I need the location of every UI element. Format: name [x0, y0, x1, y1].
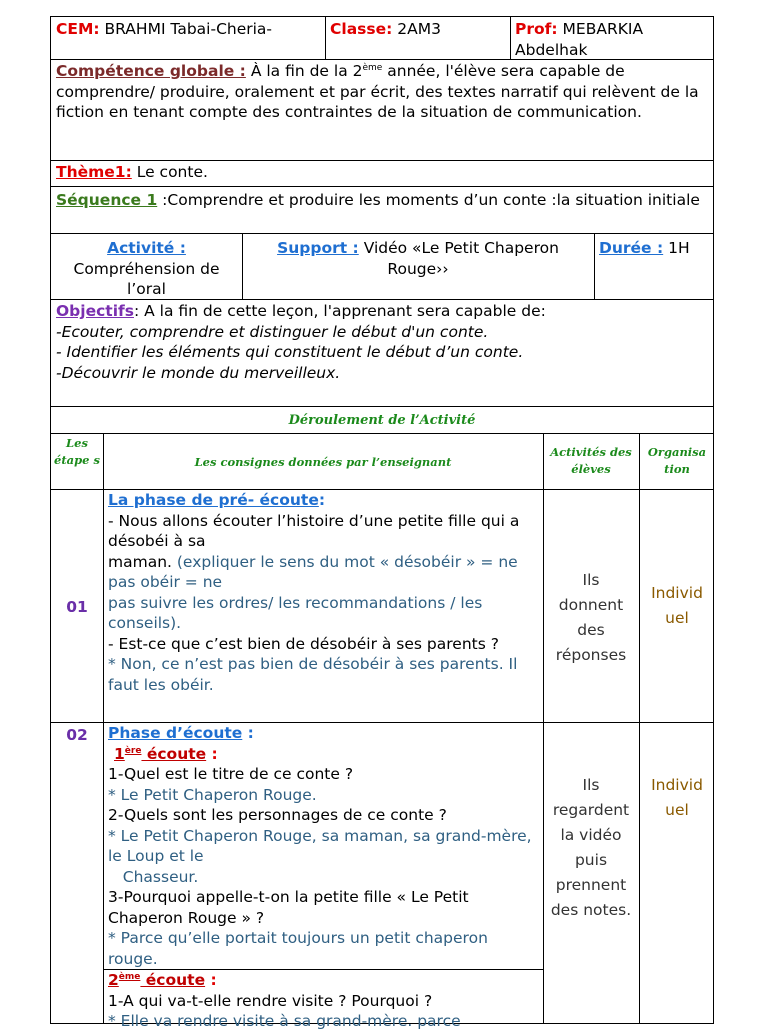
activite-label: Activité : [107, 239, 186, 257]
table-row [50, 489, 714, 723]
activite-cell [51, 236, 242, 302]
cem-label: CEM: [56, 20, 100, 38]
prof-value: MEBARKIA Abdelhak [515, 20, 644, 59]
cem-cell [51, 17, 325, 42]
answer-line: * Elle va rendre visite à sa grand-mère. parce [108, 1012, 461, 1030]
header-activites-text: Activités des élèves [550, 445, 632, 476]
row-number-text: 01 [66, 598, 88, 616]
objectifs-label: Objectifs [56, 302, 134, 320]
phase-colon: : [318, 491, 326, 509]
ecoute-number: 1 [114, 744, 125, 763]
instruction-line: - Nous allons écouter l’histoire d’une petite fille qui a désobéi à sa [108, 511, 520, 550]
row-number-text: 02 [66, 726, 88, 744]
row-consignes [103, 723, 543, 1032]
classe-cell [325, 17, 510, 42]
prof-cell [510, 17, 715, 62]
row-organisation-text: Individ uel [651, 584, 703, 627]
support-cell [242, 236, 594, 281]
instruction-line: maman. [108, 552, 172, 571]
table-header [50, 433, 714, 490]
header-organisation-text: Organisa tion [647, 445, 707, 476]
table-row [50, 722, 714, 1030]
ecoute-title: écoute [141, 744, 207, 763]
question-line: 1-A qui va-t-elle rendre visite ? Pourquoi ? [108, 991, 433, 1010]
objectif-item: - Identifier les éléments qui constituent le début d’un conte. [56, 343, 524, 361]
row-organisation [639, 579, 715, 633]
row-organisation [639, 771, 715, 825]
header-organisation [639, 442, 715, 480]
question-line: - Est-ce que c’est bien de désobéir à ses parents ? [108, 634, 499, 653]
row-number [51, 723, 103, 748]
competence-box [50, 59, 714, 161]
activity-row [50, 233, 714, 300]
header-etapes [51, 434, 103, 470]
header-activites [543, 442, 639, 480]
cem-value: BRAHMI Tabai-Cheria- [104, 20, 273, 38]
explain-cont: pas suivre les ordres/ les recommandations / les conseils). [108, 593, 483, 632]
support-label: Support : [277, 239, 359, 257]
deroulement-title [50, 406, 714, 434]
row-number [51, 595, 103, 620]
row-activite-text: Ils regardent la vidéo puis prennent des notes. [550, 776, 632, 919]
ecoute-colon: : [206, 744, 218, 763]
row-activite-text: Ils donnent des réponses [555, 571, 627, 664]
question-line: 3-Pourquoi appelle-t-on la petite fille « Le Petit Chaperon Rouge » ? [108, 888, 469, 927]
sequence-value: :Comprendre et produire les moments d’un conte :la situation initiale [162, 191, 700, 209]
phase-title: La phase de pré- écoute [108, 491, 319, 509]
question-line: 1-Quel est le titre de ce conte ? [108, 765, 354, 783]
ecoute-title: écoute [140, 971, 206, 989]
answer-line: * Non, ce n’est pas bien de désobéir à ses parents. Il faut les obéir. [108, 655, 518, 694]
ecoute-sup: ème [118, 972, 141, 982]
objectifs-intro: : A la fin de cette leçon, l'apprenant sera capable de: [133, 302, 546, 320]
ecoute-number: 2 [108, 971, 119, 989]
support-value: Vidéo «Le Petit Chaperon Rouge›› [363, 239, 559, 278]
classe-value: 2AM3 [397, 20, 441, 38]
competence-text-a: À la fin de la 2 [250, 62, 363, 80]
header-row [50, 16, 714, 60]
row-activite [543, 566, 639, 670]
competence-text-b: année, l'élève sera capable de comprendre/ produire, oralement et par écrit, des textes narratif qui relèvent de la fiction en tenant compte des contraintes de la situation de communication. [56, 62, 699, 121]
classe-label: Classe: [330, 20, 393, 38]
objectif-item: -Ecouter, comprendre et distinguer le début d'un conte. [56, 322, 489, 341]
competence-sup: ème [362, 63, 383, 73]
theme-label: Thème1: [56, 163, 132, 181]
objectif-item: -Découvrir le monde du merveilleux. [56, 363, 341, 382]
header-etapes-text: Les étape s [54, 436, 100, 467]
row-activite [543, 771, 639, 925]
ecoute-sup: ère [124, 745, 142, 756]
duree-label: Durée : [599, 239, 664, 257]
duree-cell [594, 236, 715, 261]
ecoute-colon: : [205, 971, 217, 989]
theme-value: Le conte. [136, 163, 208, 181]
row-organisation-text: Individ uel [651, 776, 703, 819]
activite-value: Compréhension de l’oral [73, 259, 220, 298]
phase-title: Phase d’écoute [108, 724, 243, 742]
explain-text: (expliquer le sens du mot « désobéir » = ne pas obéir = ne [108, 552, 518, 591]
duree-value: 1H [668, 239, 690, 257]
prof-label: Prof: [515, 20, 558, 38]
sequence-box [50, 186, 714, 234]
answer-line: * Le Petit Chaperon Rouge, sa maman, sa grand-mère, le Loup et le [108, 826, 532, 865]
phase-colon: : [242, 724, 254, 742]
deroulement-title-text: Déroulement de l’Activité [288, 413, 476, 428]
answer-line: Chasseur. [108, 867, 199, 886]
header-consignes [103, 452, 543, 473]
sequence-label: Séquence 1 [56, 191, 158, 209]
header-consignes-text: Les consignes données par l’enseignant [194, 455, 452, 469]
question-line: 2-Quels sont les personnages de ce conte ? [108, 806, 447, 824]
objectifs-box [50, 299, 714, 407]
competence-label: Compétence globale : [56, 62, 246, 80]
theme-box [50, 160, 714, 187]
answer-line: * Le Petit Chaperon Rouge. [108, 785, 317, 804]
answer-line: * Parce qu’elle portait toujours un petit chaperon rouge. [108, 929, 488, 968]
row-consignes [103, 490, 543, 695]
